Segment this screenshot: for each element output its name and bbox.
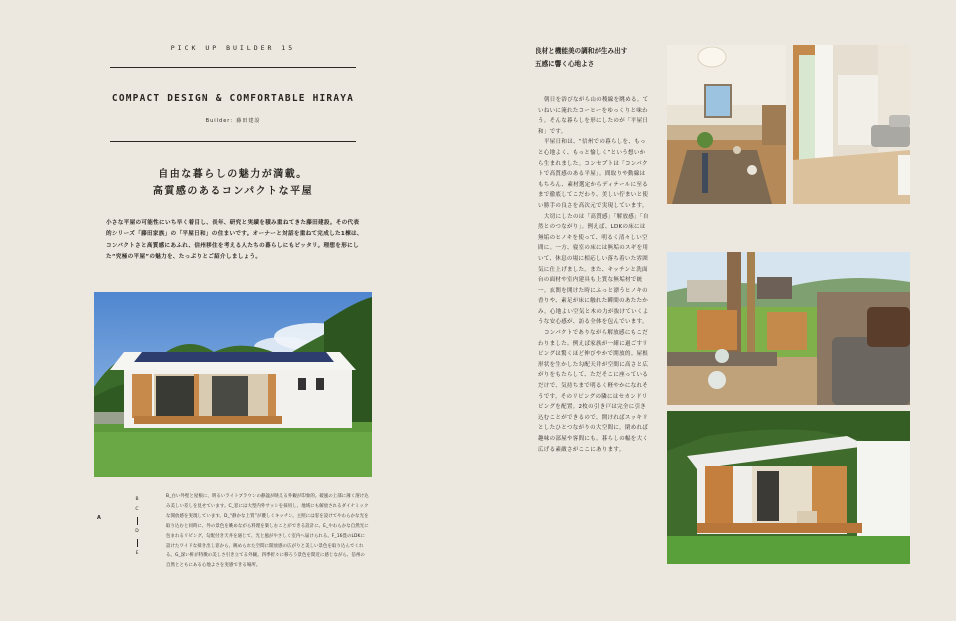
section-title [535,45,627,71]
deck-exterior-photo [667,411,910,564]
exterior-photo [94,292,372,477]
section-title-line-1: 良材と機能美の調和が生み出す [535,47,628,55]
lead-paragraph: 小さな平屋の可能性にいち早く着目し、長年、研究と実績を積み重ねてきた藤田建設。その代表的シリーズ「藤田家族」の「平屋日和」の住まいです。オーナーと対話を重ねて完成した1棟は、コンパクトさと高質感にあふれ、信州移住を考える人たちの暮らしにもピッタリ。理想を形にした“究極の平屋”の魅力を、たっぷりとご紹介しましょう。 [106,220,363,260]
body-paragraph: 平屋日和は、“信州での暮らしを、もっと心地よく、もっと愉しく”という想いから生まれました。コンセプトは「コンパクトで高質感のある平屋」。間取りや動線はもちろん、素材選定からディテールに至るまで徹底してこだわり、美しい佇まいと使い勝手の良さを高次元で実現しています。 [538,139,649,209]
caption-marker-e: E [135,551,139,556]
caption-marker-d: D [135,529,139,534]
catch-line-2: 高質感のあるコンパクトな平屋 [152,186,314,197]
body-paragraph: 朝日を浴びながら山の稜線を眺める。ていねいに淹れたコーヒーをゆっくりと味わう。そんな暮らしを形にしたのが「平屋日和」です。 [538,97,649,135]
terrace-view-photo [667,252,910,405]
top-rule [110,67,356,68]
kitchen-photo [667,45,786,204]
photo-captions: B_白い外壁と屋根に、明るいライトブラウンの静謐が映える外観が印象的。破風の上部に薄く溶け込み美しい差しを見せています。C_窓には大型内外サッシを採用し、地域にも解放されるダイナミックな開放感を実現しています。D_“静かな上質”が優しくキッチン。主照には窓を設けてやわらかな光を取り込むと同時に、外の景色を眺めながら料理を楽しむことができる設計に。E_やわらかな自然光に包まれるリビング。勾配付き天井を通じて、光と風がやさしく室内へ届けられる。F_16畳のLDKに設けたワイドな掃き出し窓から、眺められた空間に開放感の広がりと美しい景色を取り込んでくれる。G_深い軒が特徴の美しさ引き立てる外観。四季折々に移ろう景色を間近に感じながら、信州の自然とともにある心地よさを実感できる場所。 [166,494,369,569]
photo-label-a: A [97,515,101,521]
living-room-photo [793,45,910,204]
section-kicker: PICK UP BUILDER 15 [170,44,296,52]
builder-credit: Builder：藤田建設 [205,118,261,124]
caption-marker-divider [137,539,138,547]
caption-markers [130,495,144,559]
catch-line-1: 自由な暮らしの魅力が満載。 [158,169,308,180]
article-body [538,95,650,455]
section-title-line-2: 五感に響く心地よさ [535,60,595,68]
article-headline: COMPACT DESIGN & COMFORTABLE HIRAYA [111,93,355,104]
bottom-rule [110,141,356,142]
catch-copy [110,166,356,200]
body-paragraph: コンパクトでありながら解放感にもこだわりました。例えば家族が一緒に過ごすリビングは驚くほど伸びやかで開放的。屋根形状を生かした勾配天井が空間に高さと広がりをもたらして、ただそこに座っているだけで、気持ちまで明るく軽やかになれそうです。そのリビングの隣にはセカンドリビングを配置。2枚の引き戸は完全に引き込むことができるので、開ければスッキリとしたひとつながりの大空間に。閉めれば趣味の部屋や客間にも。暮らしの幅を大く広げる素敵さがここにあります。 [538,330,649,453]
caption-marker-b: B [135,497,139,502]
caption-marker-divider [137,517,138,525]
body-paragraph: 大切にしたのは「高質感」「解放感」「自然とのつながり」。例えば、LDKの床には無垢のヒノキを使って、明るく清々しい空間に。一方、寝室の床には無垢のスギを用いて、休息の場に相応しい落ち着いた雰囲気に仕上げました。また、キッチンと洗面台の面材や室内建具も上質な無垢材で統一。玄関を開けた時にふっと漂うヒノキの香りや、素足が床に触れた瞬間のあたたかみ。心地よい空気と木の力が抜けていくような安心感が、訪る全体を包んでいます。 [538,213,649,326]
caption-marker-c: C [135,507,139,512]
